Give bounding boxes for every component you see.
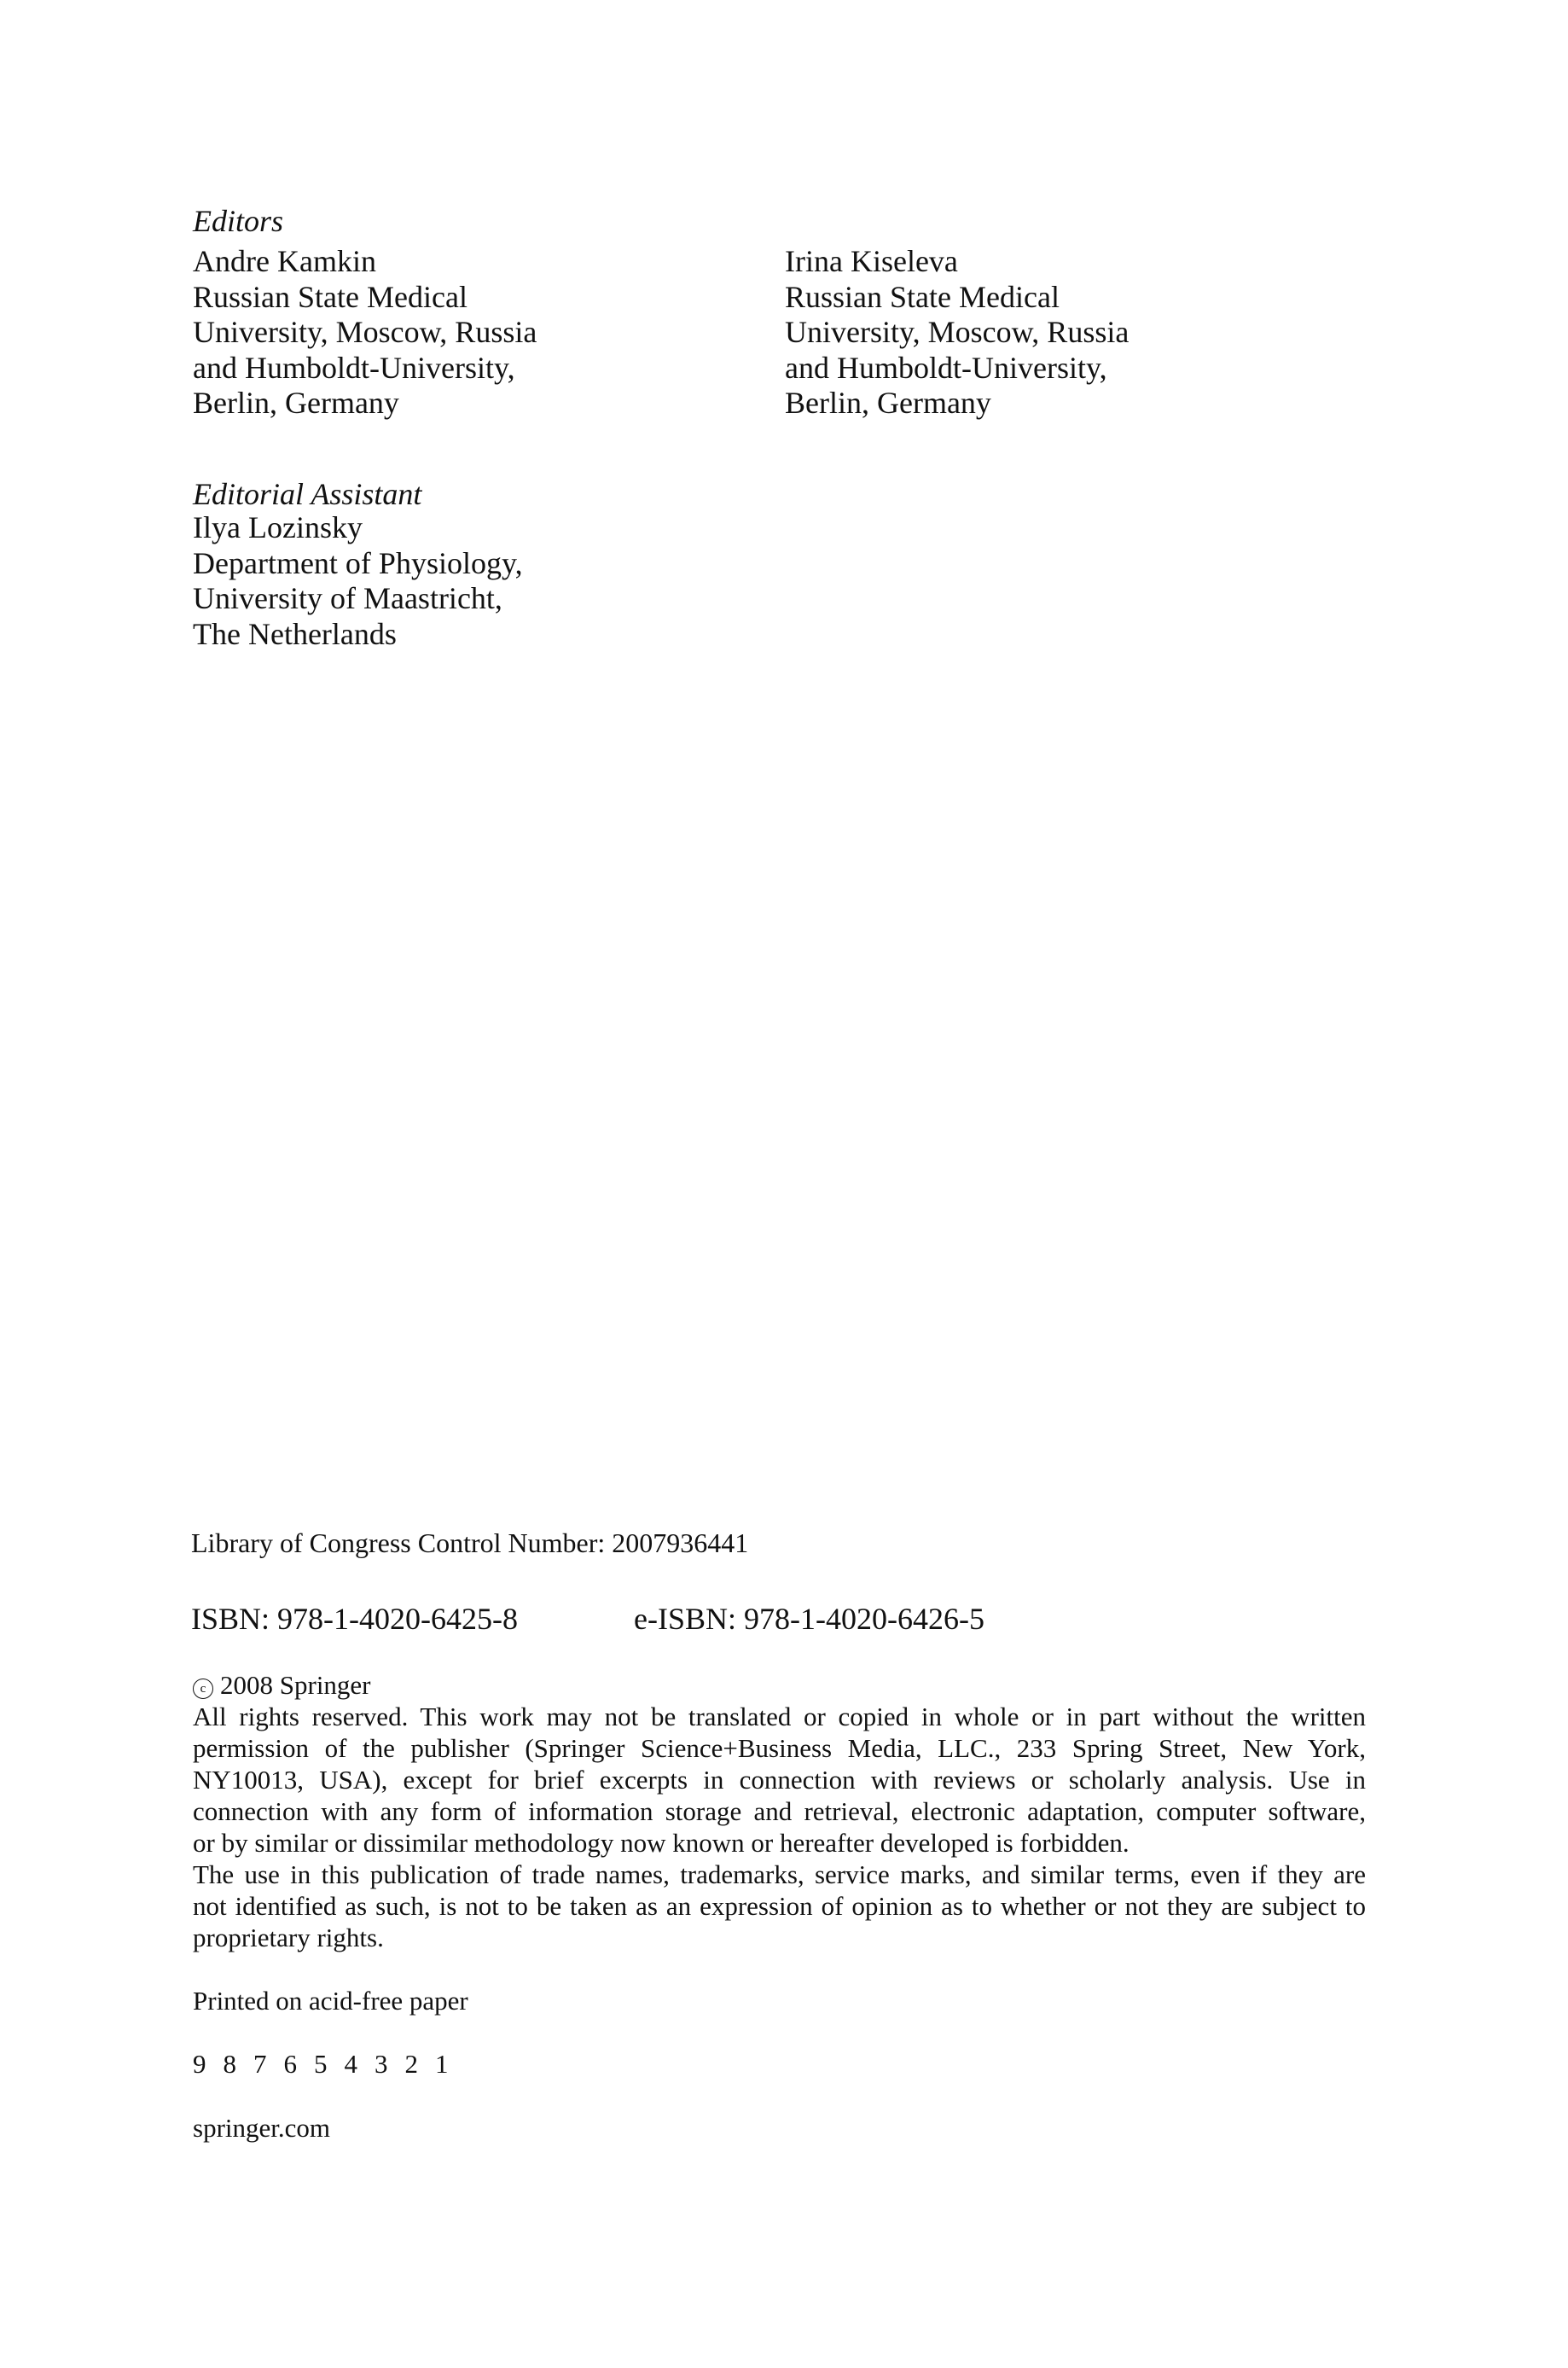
editor-affiliation-line: and Humboldt-University, xyxy=(785,350,1107,385)
editor-name: Andre Kamkin xyxy=(193,244,376,278)
print-run-digit: 7 xyxy=(253,2049,267,2079)
editors-label: Editors xyxy=(193,204,284,238)
acid-free-notice: Printed on acid-free paper xyxy=(193,1986,468,2016)
copyright-icon: c xyxy=(193,1679,213,1699)
editor-kiseleva xyxy=(785,244,1129,422)
print-run-digit: 9 xyxy=(193,2049,206,2079)
assistant-affiliation-line: Department of Physiology, xyxy=(193,545,523,580)
rights-line: permission of the publisher (Springer Science+Business Media, LLC., 233 Spring Street, New York, xyxy=(193,1733,1366,1763)
rights-line: connection with any form of information storage and retrieval, electronic adaptation, computer software, xyxy=(193,1796,1366,1826)
trademark-line: not identified as such, is not to be taken as an expression of opinion as to whether or not they are subject to xyxy=(193,1891,1366,1921)
editor-affiliation-line: Berlin, Germany xyxy=(193,386,399,420)
library-of-congress-number: Library of Congress Control Number: 2007936441 xyxy=(191,1527,749,1558)
copyright-line xyxy=(193,1669,371,1701)
assistant-name: Ilya Lozinsky xyxy=(193,510,363,544)
print-run-digit: 6 xyxy=(283,2049,297,2079)
print-run-digit: 4 xyxy=(344,2049,357,2079)
editor-affiliation-line: Russian State Medical xyxy=(785,279,1060,314)
editorial-assistant-label: Editorial Assistant xyxy=(193,477,422,511)
editorial-assistant xyxy=(193,510,523,652)
print-run-digit: 3 xyxy=(375,2049,388,2079)
editor-name: Irina Kiseleva xyxy=(785,244,958,278)
assistant-affiliation-line: The Netherlands xyxy=(193,616,397,651)
rights-line: NY10013, USA), except for brief excerpts in connection with reviews or scholarly analysis. Use in xyxy=(193,1765,1366,1795)
assistant-affiliation-line: University of Maastricht, xyxy=(193,581,502,615)
isbn: ISBN: 978-1-4020-6425-8 xyxy=(191,1602,518,1636)
copyright-text: 2008 Springer xyxy=(220,1670,371,1700)
print-run-digit: 1 xyxy=(435,2049,449,2079)
print-run-digit: 8 xyxy=(223,2049,236,2079)
trademark-line: proprietary rights. xyxy=(193,1923,384,1952)
editor-affiliation-line: Russian State Medical xyxy=(193,279,467,314)
rights-line: or by similar or dissimilar methodology now known or hereafter developed is forbidden. xyxy=(193,1828,1130,1858)
editor-affiliation-line: Berlin, Germany xyxy=(785,386,991,420)
print-run-digit: 5 xyxy=(314,2049,328,2079)
print-run-digit: 2 xyxy=(404,2049,418,2079)
rights-statement xyxy=(193,1701,1366,1953)
e-isbn: e-ISBN: 978-1-4020-6426-5 xyxy=(634,1602,984,1636)
trademark-line: The use in this publication of trade names, trademarks, service marks, and similar terms, even if they are xyxy=(193,1859,1366,1889)
editor-kamkin xyxy=(193,244,537,422)
rights-line: All rights reserved. This work may not be translated or copied in whole or in part without the written xyxy=(193,1702,1366,1731)
print-run-numbers xyxy=(193,2048,466,2080)
editor-affiliation-line: University, Moscow, Russia xyxy=(193,315,537,349)
editor-affiliation-line: and Humboldt-University, xyxy=(193,350,515,385)
publisher-website: springer.com xyxy=(193,2113,330,2143)
editor-affiliation-line: University, Moscow, Russia xyxy=(785,315,1130,349)
